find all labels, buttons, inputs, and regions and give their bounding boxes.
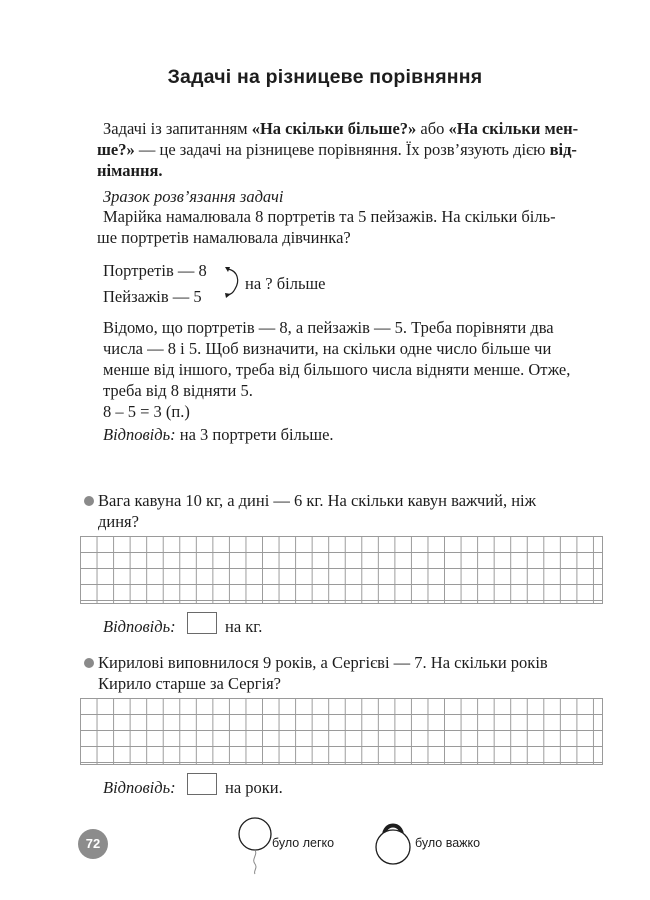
- balloon-icon[interactable]: [236, 815, 276, 875]
- sample-answer: [103, 424, 334, 445]
- compare-label: на ? більше: [245, 274, 326, 293]
- intro-paragraph: [97, 118, 613, 181]
- page-title: Задачі на різницеве порівняння: [167, 66, 483, 88]
- subtraction-term-end: німання.: [97, 161, 163, 180]
- question-less-end: ше?»: [97, 140, 135, 159]
- subtraction-term: від-: [549, 140, 577, 159]
- task2-answer-box[interactable]: [187, 773, 217, 795]
- intro-text: — це задачі на різницеве порівняння. Їх розв’язують дією: [134, 140, 550, 159]
- sample-problem-line1: Марійка намалювала 8 портретів та 5 пейзажів. На скільки біль-: [103, 207, 556, 226]
- explain-line2: числа — 8 і 5. Щоб визначити, на скільки одне число більше чи: [103, 339, 552, 358]
- short-note-row-landscapes: Пейзажів — 5: [103, 287, 202, 306]
- task-bullet-icon: [84, 496, 94, 506]
- question-more: «На скільки більше?»: [251, 119, 417, 138]
- task1-unit: на кг.: [225, 617, 263, 636]
- intro-text: Задачі із запитанням: [103, 119, 252, 138]
- question-less: «На скільки мен-: [448, 119, 579, 138]
- task1-line1: Вага кавуна 10 кг, а дині — 6 кг. На скільки кавун важчий, ніж: [98, 491, 537, 510]
- compare-bracket-icon: [222, 263, 244, 301]
- explain-line4: треба від 8 відняти 5.: [103, 381, 253, 400]
- explain-line3: менше від іншого, треба від більшого числа відняти менше. Отже,: [103, 360, 571, 379]
- sample-problem-line2: ше портретів намалювала дівчинка?: [97, 228, 351, 247]
- task2-line1: Кирилові виповнилося 9 років, а Сергієві — 7. На скільки років: [98, 653, 548, 672]
- easy-label: було легко: [272, 836, 335, 850]
- sample-heading: Зразок розв’язання задачі: [103, 187, 284, 206]
- task2-answer-grid[interactable]: [80, 698, 603, 765]
- short-note-row-portraits: Портретів — 8: [103, 261, 207, 280]
- task1-answer-box[interactable]: [187, 612, 217, 634]
- task2-line2: Кирило старше за Сергія?: [98, 674, 281, 693]
- kettlebell-icon[interactable]: [372, 818, 414, 866]
- task1-answer-grid[interactable]: [80, 536, 603, 604]
- task1-answer-label: Відповідь:: [103, 617, 176, 636]
- task-bullet-icon: [84, 658, 94, 668]
- task2-answer-label: Відповідь:: [103, 778, 176, 797]
- hard-label: було важко: [415, 836, 481, 850]
- task1-line2: диня?: [98, 512, 139, 531]
- intro-text: або: [416, 119, 449, 138]
- answer-text: на 3 портрети більше.: [175, 425, 334, 444]
- answer-label: Відповідь:: [103, 425, 176, 444]
- sample-equation: 8 – 5 = 3 (п.): [103, 402, 190, 421]
- explain-line1: Відомо, що портретів — 8, а пейзажів — 5. Треба порівняти два: [103, 318, 554, 337]
- page-number: 72: [78, 829, 108, 859]
- task2-unit: на роки.: [225, 778, 283, 797]
